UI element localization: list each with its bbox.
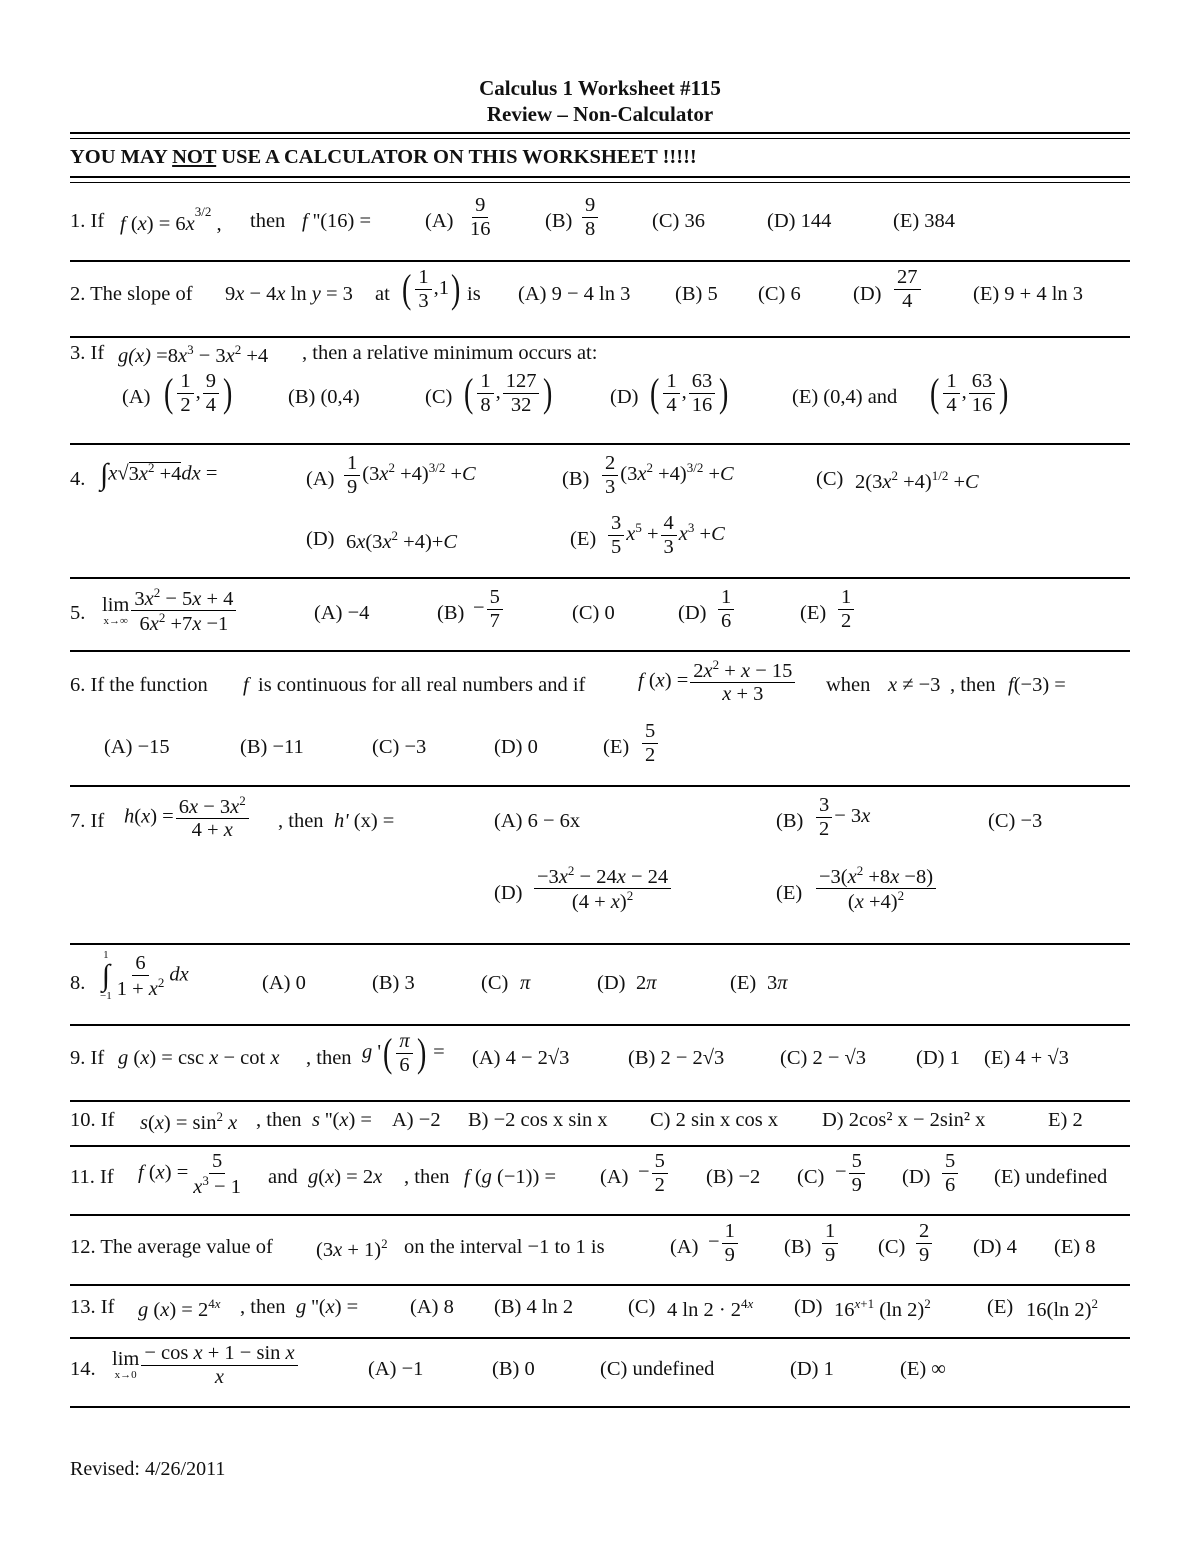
q3-option-b: (B) (0,4): [288, 386, 360, 408]
warning-emph: NOT: [172, 146, 217, 168]
q6-expression: f(−3) =: [1008, 674, 1066, 696]
q2-option-e: (E) 9 + 4 ln 3: [973, 283, 1084, 305]
divider: [70, 1024, 1130, 1026]
q2-option-d-value: $\frac{27}{4}$: [892, 266, 923, 312]
q13-then: , then: [240, 1296, 286, 1318]
question-8: [70, 950, 1130, 1020]
calculator-warning: [70, 146, 1130, 169]
q9-option-d: (D) 1: [916, 1047, 960, 1069]
q5-option-c: (C) 0: [572, 602, 615, 624]
q11-g: g(x) = 2x: [308, 1166, 383, 1188]
question-3: [70, 342, 1130, 438]
divider: [70, 182, 1130, 183]
divider: [70, 943, 1130, 945]
divider: [70, 650, 1130, 652]
q4-option-d: (D): [306, 528, 335, 550]
q12-option-b: (B): [784, 1236, 812, 1258]
q11-option-c: (C): [797, 1166, 825, 1188]
q4-option-b: (B): [562, 468, 590, 490]
q14-option-c: (C) undefined: [600, 1358, 715, 1380]
q13-option-d-value: $16^{x+1}$ (ln 2)$^2$: [834, 1296, 931, 1321]
divider: [70, 132, 1130, 134]
q6-text2: is continuous for all real numbers and if: [258, 674, 586, 696]
q1-function: f $(x) = 6x^{3/2}$ ,: [120, 204, 222, 235]
q11-option-b: (B) −2: [706, 1166, 761, 1188]
q7-then: , then: [278, 810, 324, 832]
q5-option-a: (A) −4: [314, 602, 370, 624]
divider: [70, 336, 1130, 338]
q1-option-e: (E) 384: [893, 210, 956, 232]
q2-at: at: [375, 283, 390, 305]
divider: [70, 1406, 1130, 1408]
q2-option-d: (D): [853, 283, 882, 305]
q10-then: , then: [256, 1109, 302, 1131]
q4-prefix: 4.: [70, 468, 86, 490]
question-9: [70, 1030, 1130, 1096]
q7-prefix: 7. If: [70, 810, 105, 832]
q6-option-b: (B) −11: [240, 736, 304, 758]
q8-prefix: 8.: [70, 972, 86, 994]
q11-option-e: (E) undefined: [994, 1166, 1108, 1188]
q8-integral: 1 ∫ −1 $\frac{6}{1 + x^2}$ dx: [100, 949, 189, 1002]
q1-expression: f ''(16) =: [302, 210, 372, 232]
question-14: [70, 1342, 1130, 1404]
q4-option-c-value: $2(3x^2 +4)^{1/2} +C$: [855, 468, 979, 493]
question-12: [70, 1220, 1130, 1282]
q12-option-b-value: $\frac{1}{9}$: [820, 1220, 840, 1266]
q2-prefix: 2. The slope of: [70, 283, 193, 305]
q7-option-d: (D): [494, 882, 523, 904]
q6-option-a: (A) −15: [104, 736, 170, 758]
q3-option-e-value: ( $\frac{1}{4}$ , $\frac{63}{16}$ ): [929, 370, 1009, 416]
warning-post: USE A CALCULATOR ON THIS WORKSHEET !!!!!: [216, 146, 697, 168]
q13-option-a: (A) 8: [410, 1296, 454, 1318]
q9-option-c: (C) 2 − √3: [780, 1047, 867, 1069]
q12-interval: on the interval −1 to 1 is: [404, 1236, 605, 1258]
q7-option-b-value: $\frac{3}{2}$ − 3x: [814, 794, 870, 840]
q2-is: is: [467, 283, 481, 305]
q10-expression: s ''(x) =: [312, 1109, 372, 1131]
q11-prefix: 11. If: [70, 1166, 114, 1188]
worksheet-subtitle: Review – Non-Calculator: [486, 102, 714, 126]
q11-option-d-value: $\frac{5}{6}$: [940, 1150, 960, 1196]
question-11: [70, 1150, 1130, 1212]
divider: [70, 577, 1130, 579]
q1-option-b: (B): [545, 210, 573, 232]
q3-function: $g(x) =8x^3 - 3x^2 +4$: [118, 342, 269, 367]
q11-option-a: (A): [600, 1166, 629, 1188]
q8-option-e: (E): [730, 972, 757, 994]
q6-condition: x ≠ −3: [888, 674, 941, 696]
q11-option-d: (D): [902, 1166, 931, 1188]
worksheet-title: Calculus 1 Worksheet #115: [479, 76, 721, 100]
q1-option-b-value: $\frac{9}{8}$: [580, 194, 600, 240]
q13-option-e: (E): [987, 1296, 1014, 1318]
q7-option-c: (C) −3: [988, 810, 1043, 832]
q12-prefix: 12. The average value of: [70, 1236, 273, 1258]
q2-option-c: (C) 6: [758, 283, 801, 305]
q3-option-c: (C): [425, 386, 453, 408]
q9-prefix: 9. If: [70, 1047, 105, 1069]
q11-function: f (x) = $\frac{5}{x^3 - 1}$: [138, 1150, 241, 1198]
q1-option-a-value: $\frac{9}{16}$: [470, 194, 491, 240]
q3-prefix: 3. If: [70, 342, 105, 364]
q5-option-b: (B): [437, 602, 465, 624]
q1-option-c: (C) 36: [652, 210, 705, 232]
q3-option-d-value: ( $\frac{1}{4}$ , $\frac{63}{16}$ ): [649, 370, 729, 416]
q8-option-e-value: 3π: [767, 972, 788, 994]
q6-option-c: (C) −3: [372, 736, 427, 758]
divider: [70, 785, 1130, 787]
question-1: [70, 192, 1130, 252]
q8-option-a: (A) 0: [262, 972, 306, 994]
q12-option-c: (C): [878, 1236, 906, 1258]
q6-option-d: (D) 0: [494, 736, 538, 758]
q8-option-d-value: 2π: [636, 972, 657, 994]
q14-option-b: (B) 0: [492, 1358, 535, 1380]
q3-option-d: (D): [610, 386, 639, 408]
q12-option-d: (D) 4: [973, 1236, 1017, 1258]
q13-prefix: 13. If: [70, 1296, 115, 1318]
warning-pre: YOU MAY: [70, 146, 173, 168]
q10-function: $s(x) = \sin^2 x$: [140, 1109, 238, 1134]
q13-option-b: (B) 4 ln 2: [494, 1296, 574, 1318]
q4-option-d-value: $6x(3x^2 +4)+C$: [346, 528, 458, 553]
q13-option-c-value: 4 $\ln 2 \cdot 2^{4x}$: [667, 1296, 754, 1321]
q11-and: and: [268, 1166, 298, 1188]
q11-option-c-value: − $\frac{5}{9}$: [835, 1150, 867, 1196]
q5-option-e-value: $\frac{1}{2}$: [836, 586, 856, 632]
q10-option-a: A) −2: [392, 1109, 441, 1131]
q5-option-b-value: − $\frac{5}{7}$: [473, 586, 505, 632]
question-2: [70, 266, 1130, 330]
q10-option-e: E) 2: [1048, 1109, 1083, 1131]
divider: [70, 1214, 1130, 1216]
divider: [70, 260, 1130, 262]
divider: [70, 138, 1130, 139]
q14-option-a: (A) −1: [368, 1358, 424, 1380]
divider: [70, 1100, 1130, 1102]
q2-option-b: (B) 5: [675, 283, 718, 305]
q9-function: g (x) = csc x − cot x: [118, 1047, 280, 1069]
q13-expression: g ''(x) =: [296, 1296, 359, 1318]
q9-expression: g '( $\frac{\pi}{6}$ ) =: [362, 1030, 445, 1076]
q13-option-c: (C): [628, 1296, 656, 1318]
q2-point: ( $\frac{1}{3}$ ,1): [401, 266, 461, 312]
q7-option-d-value: $\frac{-3x^2 - 24x - 24}{(4 + x)^2}$: [532, 864, 673, 914]
question-13: [70, 1290, 1130, 1334]
q7-option-e: (E): [776, 882, 803, 904]
q9-option-e: (E) 4 + √3: [984, 1047, 1069, 1069]
q9-then: , then: [306, 1047, 352, 1069]
q5-option-d: (D): [678, 602, 707, 624]
q9-option-b: (B) 2 − 2√3: [628, 1047, 725, 1069]
question-10: [70, 1106, 1130, 1142]
revision-date: Revised: 4/26/2011: [70, 1458, 226, 1480]
q6-function: f (x) = $\frac{2x^2 + x - 15}{x + 3}$: [638, 658, 797, 706]
q4-option-a: (A): [306, 468, 335, 490]
question-6: [70, 656, 1130, 782]
q12-option-e: (E) 8: [1054, 1236, 1096, 1258]
q4-option-c: (C): [816, 468, 844, 490]
q11-then: , then: [404, 1166, 450, 1188]
q13-option-d: (D): [794, 1296, 823, 1318]
q5-prefix: 5.: [70, 602, 86, 624]
q7-option-a: (A) 6 − 6x: [494, 810, 581, 832]
q10-option-d: D) 2cos² x − 2sin² x: [822, 1109, 986, 1131]
q7-expression: h' (x) =: [334, 810, 395, 832]
q12-function: $(3x + 1)^2$: [316, 1236, 388, 1261]
divider: [70, 1337, 1130, 1339]
q3-option-a: (A): [122, 386, 151, 408]
question-4: [70, 450, 1130, 574]
q1-option-a: (A): [425, 210, 454, 232]
q4-option-b-value: $\frac{2}{3}$ $(3x^2 +4)^{3/2} +C$: [600, 452, 734, 498]
q1-prefix: 1. If: [70, 210, 105, 232]
q14-limit: lim x→0 $\frac{\text{− cos x + 1 − sin x}}{x}$: [112, 1342, 300, 1388]
q11-expression: f (g (−1)) =: [464, 1166, 557, 1188]
q12-option-a: (A): [670, 1236, 699, 1258]
q6-when: when: [826, 674, 871, 696]
divider: [70, 443, 1130, 445]
q12-option-a-value: − $\frac{1}{9}$: [708, 1220, 740, 1266]
q3-option-c-value: ( $\frac{1}{8}$ , $\frac{127}{32}$ ): [463, 370, 553, 416]
q5-option-d-value: $\frac{1}{6}$: [716, 586, 736, 632]
q3-option-a-value: ( $\frac{1}{2}$ , $\frac{9}{4}$ ): [163, 370, 233, 416]
q8-option-c-value: π: [520, 972, 531, 994]
q4-option-e-value: $\frac{3}{5}$ $x^5$ + $\frac{4}{3}$ $x^3 +C$: [606, 512, 725, 558]
q6-prefix: 6. If the function: [70, 674, 208, 696]
q14-option-d: (D) 1: [790, 1358, 834, 1380]
q8-option-d: (D): [597, 972, 626, 994]
q5-option-e: (E): [800, 602, 827, 624]
q6-then: , then: [950, 674, 996, 696]
q14-prefix: 14.: [70, 1358, 96, 1380]
q8-option-c: (C): [481, 972, 509, 994]
q1-then: then: [250, 210, 286, 232]
q3-rest: , then a relative minimum occurs at:: [302, 342, 598, 364]
q4-integral: $\int x√3x^2 +4dx$ =: [100, 458, 218, 491]
q5-limit: lim x→∞ $\frac{3x^2 - 5x + 4}{6x^2 +7x -1}$: [102, 586, 238, 636]
question-5: [70, 584, 1130, 646]
q6-f: f: [243, 674, 249, 696]
q6-option-e-value: $\frac{5}{2}$: [640, 720, 660, 766]
q12-option-c-value: $\frac{2}{9}$: [914, 1220, 934, 1266]
divider: [70, 1145, 1130, 1147]
q13-option-e-value: 16(ln 2)$^2$: [1026, 1296, 1098, 1321]
q2-option-a: (A) 9 − 4 ln 3: [518, 283, 631, 305]
q7-option-b: (B): [776, 810, 804, 832]
q10-prefix: 10. If: [70, 1109, 115, 1131]
q8-option-b: (B) 3: [372, 972, 415, 994]
q3-option-e: (E) (0,4) and: [792, 386, 898, 408]
q4-option-a-value: $\frac{1}{9}$ $(3x^2 +4)^{3/2} +C$: [342, 452, 476, 498]
divider: [70, 1284, 1130, 1286]
q9-option-a: (A) 4 − 2√3: [472, 1047, 570, 1069]
q11-option-a-value: − $\frac{5}{2}$: [638, 1150, 670, 1196]
q14-option-e: (E) ∞: [900, 1358, 946, 1380]
q7-option-e-value: $\frac{-3(x^2 +8x -8)}{(x +4)^2}$: [814, 864, 938, 914]
q13-function: g $(x) = 2^{4x}$: [138, 1296, 221, 1321]
q7-function: h(x) = $\frac{6x - 3x^2}{4 + x}$: [124, 794, 251, 842]
q10-option-c: C) 2 sin x cos x: [650, 1109, 779, 1131]
divider: [70, 176, 1130, 178]
q10-option-b: B) −2 cos x sin x: [468, 1109, 608, 1131]
q2-equation: 9x − 4x ln y = 3: [225, 283, 353, 305]
q4-option-e: (E): [570, 528, 597, 550]
question-7: [70, 792, 1130, 940]
q1-option-d: (D) 144: [767, 210, 832, 232]
q6-option-e: (E): [603, 736, 630, 758]
